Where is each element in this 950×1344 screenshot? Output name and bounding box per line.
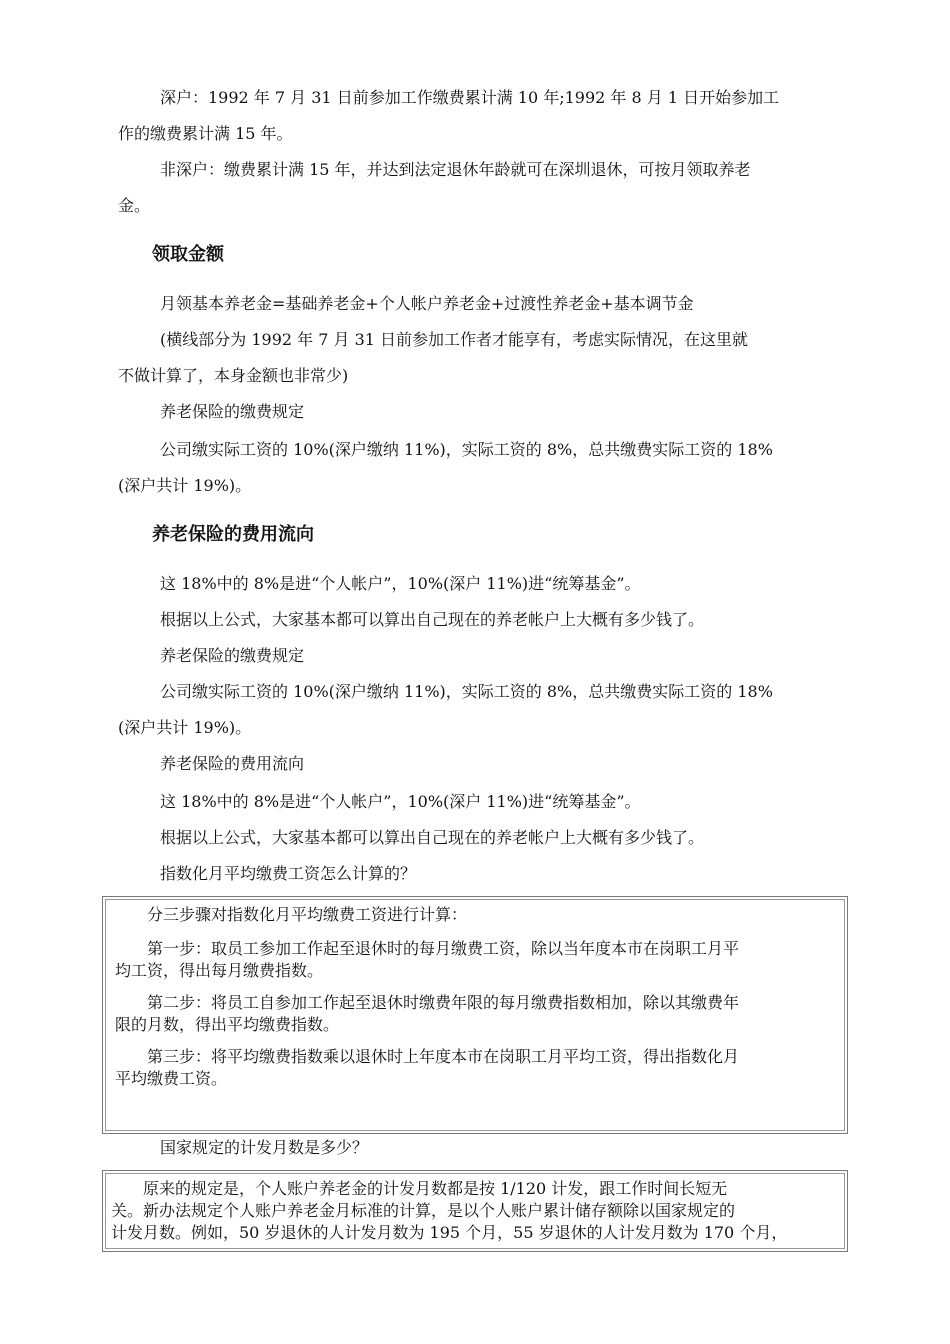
paragraph-shenzhen-residents-line1: 深户：1992 年 7 月 31 日前参加工作缴费累计满 10 年;1992 年 8 月 1 日开始参加工 [160, 88, 780, 107]
rule-line2: (深户共计 19%)。 [118, 476, 252, 495]
step1-line2: 均工资，得出每月缴费指数。 [115, 961, 324, 980]
step3-line2: 平均缴费工资。 [115, 1069, 228, 1088]
question-payout-months: 国家规定的计发月数是多少？ [160, 1138, 369, 1157]
step3-line1: 第三步：将平均缴费指数乘以退休时上年度本市在岗职工月平均工资，得出指数化月 [147, 1047, 740, 1066]
note-line1: (横线部分为 1992 年 7 月 31 日前参加工作者才能享有，考虑实际情况，在这里就 [160, 330, 749, 349]
calc-line: 根据以上公式，大家基本都可以算出自己现在的养老帐户上大概有多少钱了。 [160, 828, 705, 847]
heading-fund-flow: 养老保险的费用流向 [152, 524, 314, 545]
box2-line2: 关。新办法规定个人账户养老金月标准的计算，是以个人账户累计储存额除以国家规定的 [111, 1201, 736, 1220]
question-indexed-wage: 指数化月平均缴费工资怎么计算的？ [160, 864, 417, 883]
step2-line1: 第二步：将员工自参加工作起至退休时缴费年限的每月缴费指数相加，除以其缴费年 [147, 993, 740, 1012]
indexed-wage-box [102, 896, 848, 1134]
flow-line: 这 18%中的 8%是进“个人帐户”，10%(深户 11%)进“统筹基金”。 [160, 792, 641, 811]
formula-text: 月领基本养老金=基础养老金+个人帐户养老金+过渡性养老金+基本调节金 [160, 294, 694, 313]
rule-title: 养老保险的缴费规定 [160, 402, 305, 421]
paragraph-non-shenzhen-line2: 金。 [118, 196, 151, 215]
note-line2: 不做计算了，本身金额也非常少) [118, 366, 349, 385]
flow-line: 这 18%中的 8%是进“个人帐户”，10%(深户 11%)进“统筹基金”。 [160, 574, 641, 593]
rule-line1: 公司缴实际工资的 10%(深户缴纳 11%)，实际工资的 8%，总共缴费实际工资的 18% [160, 682, 773, 701]
payout-months-box [102, 1170, 848, 1252]
heading-amount: 领取金额 [152, 244, 224, 265]
calc-line: 根据以上公式，大家基本都可以算出自己现在的养老帐户上大概有多少钱了。 [160, 610, 705, 629]
step2-line2: 限的月数，得出平均缴费指数。 [115, 1015, 340, 1034]
step1-line1: 第一步：取员工参加工作起至退休时的每月缴费工资，除以当年度本市在岗职工月平 [147, 939, 740, 958]
box2-line3: 计发月数。例如，50 岁退休的人计发月数为 195 个月，55 岁退休的人计发月数为 170 个月， [111, 1223, 788, 1242]
rule-title: 养老保险的缴费规定 [160, 646, 305, 665]
rule-line2: (深户共计 19%)。 [118, 718, 252, 737]
rule-line1: 公司缴实际工资的 10%(深户缴纳 11%)，实际工资的 8%，总共缴费实际工资的 18% [160, 440, 773, 459]
paragraph-shenzhen-residents-line2: 作的缴费累计满 15 年。 [118, 124, 293, 143]
box-intro: 分三步骤对指数化月平均缴费工资进行计算： [147, 905, 468, 924]
paragraph-non-shenzhen-line1: 非深户：缴费累计满 15 年，并达到法定退休年龄就可在深圳退休，可按月领取养老 [160, 160, 751, 179]
flow-title: 养老保险的费用流向 [160, 754, 305, 773]
box2-line1: 原来的规定是，个人账户养老金的计发月数都是按 1/120 计发，跟工作时间长短无 [143, 1179, 728, 1198]
